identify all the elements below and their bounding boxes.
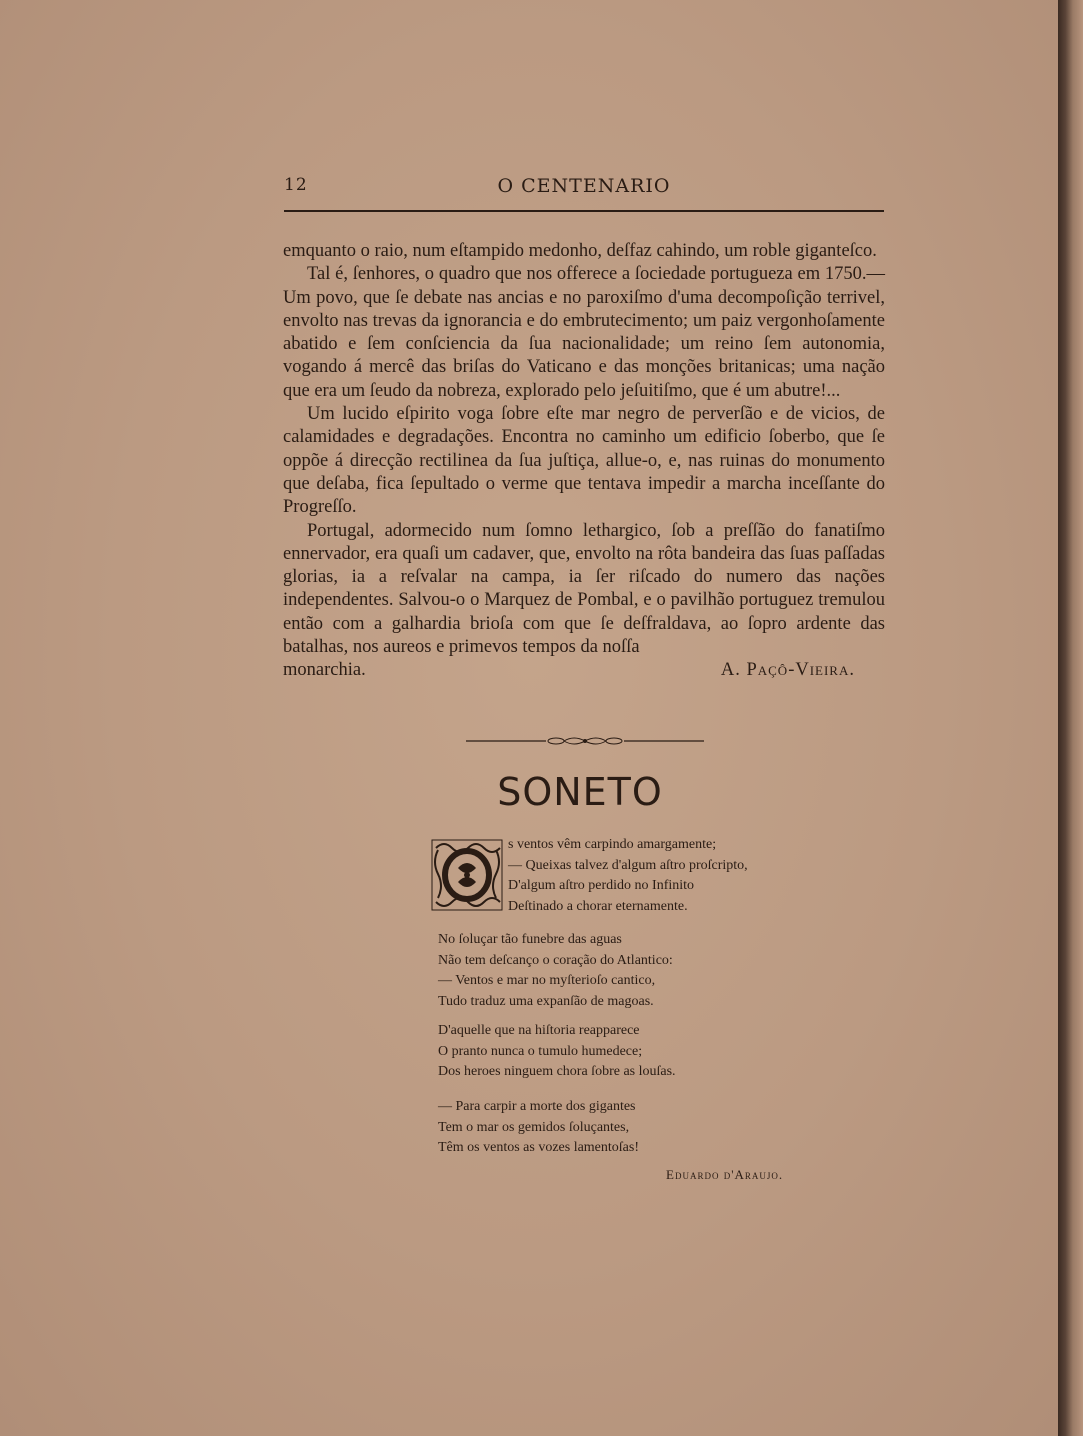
article-paragraph: Portugal, adormecido num ſomno lethargico, ſob a preſſão do fanatiſmo ennervador, era quaſi um cadaver, que, envolto na rôta bandeira das ſuas paſſadas glorias, ia a reſvalar na campa, ia ſer riſcado do numero das nações independentes. Salvou-o o Marquez de Pombal, e o pavilhão portuguez tremulou então com a galhardia brioſa com que ſe deſfraldava, ao ſopro ardente das batalhas, nos aureos e primevos tempos da noſſa bbox=[283, 520, 885, 658]
poem-line: Não tem deſcanço o coração do Atlantico: bbox=[438, 952, 673, 968]
article-paragraph: Tal é, ſenhores, o quadro que nos offerece a ſociedade portugueza em 1750.—Um povo, que ſe debate nas ancias e no paroxiſmo d'uma decompoſição terrivel, envolto nas trevas da ignorancia e do embrutecimento; um paiz vergonhoſamente abatido e ſem conſciencia da ſua nacionalidade; um reino ſem autonomia, vogando á mercê das briſas do Vaticano e das monções britanicas; uma nação que era um ſeudo da nobreza, explorado pelo jeſuitiſmo, que é um abutre!... bbox=[283, 264, 885, 401]
header-rule bbox=[284, 210, 884, 212]
poem-line: D'aquelle que na hiſtoria reapparece bbox=[438, 1023, 640, 1038]
ornament-divider bbox=[466, 735, 704, 747]
poem-stanza bbox=[438, 1097, 639, 1159]
poem-line: No ſoluçar tão funebre das aguas bbox=[438, 932, 622, 947]
running-title: O CENTENARIO bbox=[497, 175, 671, 197]
poem-stanza bbox=[438, 1021, 676, 1083]
poem-stanza bbox=[438, 835, 748, 917]
poem-stanza bbox=[438, 930, 673, 1012]
poem-line: Tudo traduz uma expanſão de magoas. bbox=[438, 993, 654, 1009]
page-number: 12 bbox=[284, 175, 308, 195]
article-closing-line bbox=[283, 659, 885, 682]
article-paragraph: Um lucido eſpirito voga ſobre eſte mar negro de perverſão e de vicios, de calamidades e degradações. Encontra no caminho um edificio ſoberbo, que ſe oppõe á direcção rectilinea da ſua juſtiça, allue-o, e, nas ruinas do monumento que deſaba, fica ſepultado o verme que tentava impedir a marcha inceſſante do Progreſſo. bbox=[283, 404, 885, 518]
article-paragraph: emquanto o raio, num eſtampido medonho, deſfaz cahindo, um roble giganteſco. bbox=[283, 241, 877, 261]
poem-line: O pranto nunca o tumulo humedece; bbox=[438, 1043, 643, 1059]
poem-line: D'algum aſtro perdido no Infinito bbox=[508, 878, 695, 893]
poem-line: — Queixas talvez d'algum aſtro proſcripto, bbox=[508, 857, 748, 873]
poem-line: — Para carpir a morte dos gigantes bbox=[438, 1099, 636, 1114]
page-header bbox=[284, 175, 884, 199]
page-binding-edge bbox=[1058, 0, 1083, 1436]
article-last-word: monarchia. bbox=[283, 660, 366, 681]
poem-line: — Ventos e mar no myſterioſo cantico, bbox=[438, 973, 656, 988]
poem-author: Eduardo d'Araujo. bbox=[666, 1167, 784, 1182]
poem-line: Têm os ventos as vozes lamentoſas! bbox=[438, 1140, 640, 1155]
poem-line: Dos heroes ninguem chora ſobre as louſas. bbox=[438, 1064, 676, 1079]
poem-line: Tem o mar os gemidos ſoluçantes, bbox=[438, 1119, 630, 1135]
article-body bbox=[283, 240, 885, 683]
poem-title: SONETO bbox=[497, 770, 663, 814]
article-signature: A. Paçô-Vieira. bbox=[720, 660, 855, 681]
poem-line: Deſtinado a chorar eternamente. bbox=[508, 898, 688, 914]
poem-line: s ventos vêm carpindo amargamente; bbox=[508, 837, 717, 852]
